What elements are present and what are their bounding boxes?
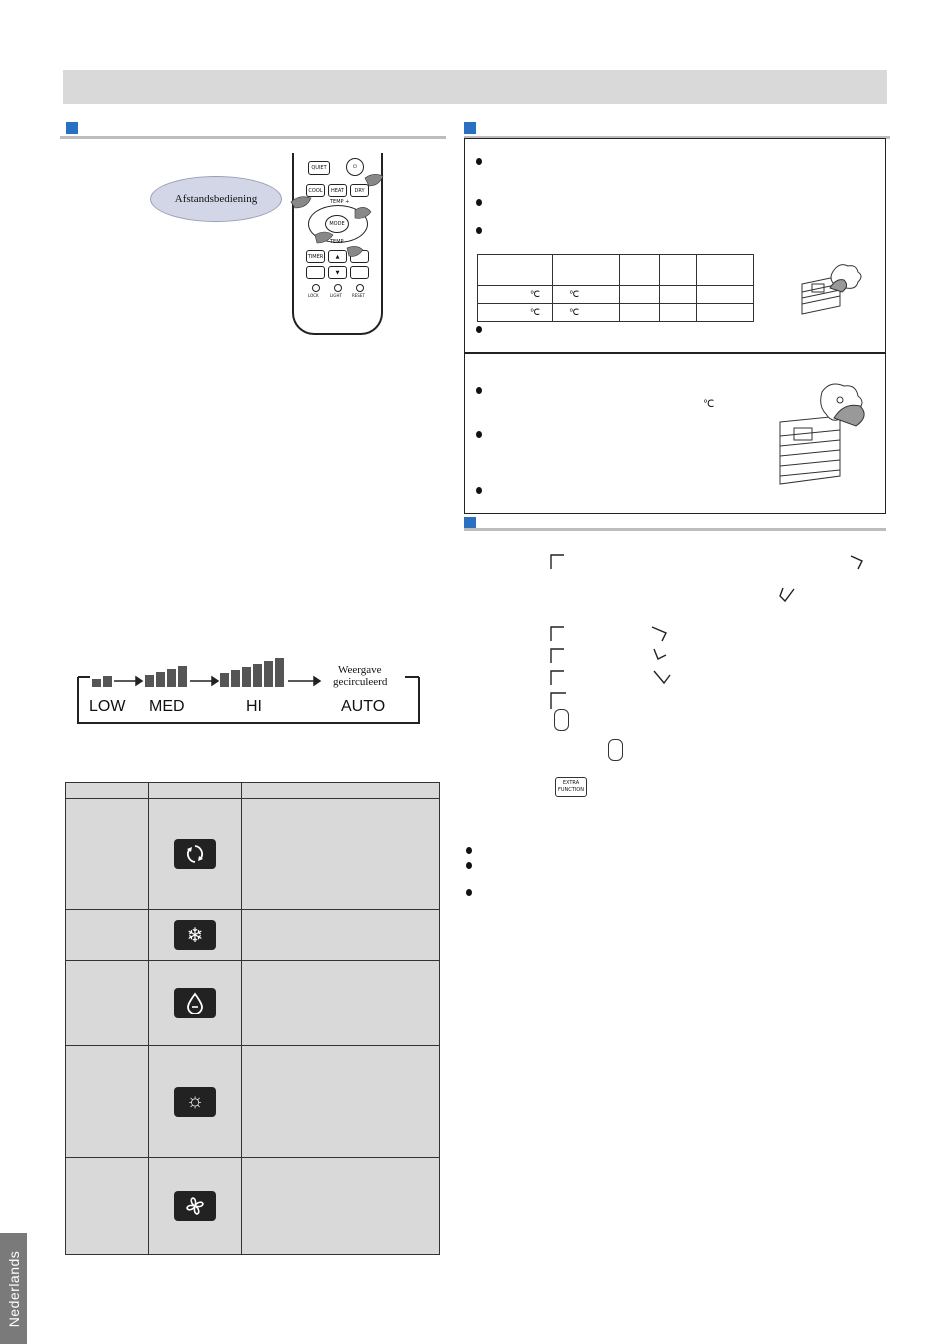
section-marker	[464, 122, 476, 134]
auto-caption-line1: Weergave	[338, 664, 382, 676]
light-dot	[334, 284, 342, 292]
pointing-hand-icons	[285, 160, 390, 270]
bullet	[476, 387, 482, 394]
reset-dot	[356, 284, 364, 292]
indoor-unit-illustration	[800, 262, 868, 320]
section-divider	[60, 136, 446, 139]
extra-label-line1: EXTRA	[562, 780, 580, 786]
fan-low-label: LOW	[89, 698, 126, 715]
louver-position-icons	[548, 553, 888, 713]
mode-button: MODE	[325, 215, 349, 233]
table-row	[66, 1046, 440, 1158]
temperature-table	[477, 254, 754, 322]
table-row	[66, 799, 440, 910]
table-row	[66, 1158, 440, 1255]
quiet-button: QUIET	[308, 161, 330, 175]
bullet	[466, 862, 472, 869]
bullet	[476, 487, 482, 494]
up-arrow-icon: ▲	[328, 250, 347, 263]
extra-function-button-icon	[555, 777, 587, 797]
fan-auto-label: AUTO	[341, 698, 386, 715]
cool-button: COOL	[306, 184, 325, 197]
section-divider	[464, 528, 886, 531]
dry-button: DRY	[350, 184, 369, 197]
timer-button: TIMER	[306, 250, 325, 263]
swing-button-icon	[608, 739, 623, 761]
heat-button: HEAT	[328, 184, 347, 197]
table-row	[478, 286, 754, 304]
snowflake-icon: ❄	[174, 920, 216, 950]
bullet	[466, 889, 472, 896]
indoor-unit-illustration	[778, 380, 878, 490]
power-icon: ⏻	[346, 158, 364, 176]
fan-med-label: MED	[149, 698, 185, 715]
header-bar	[63, 70, 887, 104]
table-cell: ℃	[553, 304, 620, 322]
bullet	[476, 326, 482, 333]
table-cell: ℃	[478, 304, 553, 322]
mode-table	[65, 782, 440, 1255]
lock-label: LOCK	[308, 293, 319, 298]
table-row	[478, 304, 754, 322]
sun-icon: ☼	[174, 1087, 216, 1117]
down-arrow-icon: ▼	[328, 266, 347, 279]
bullet	[476, 227, 482, 234]
lock-dot	[312, 284, 320, 292]
table-cell: ℃	[553, 286, 620, 304]
fan-hi-label: HI	[246, 698, 262, 715]
light-label: LIGHT	[330, 293, 342, 298]
language-tab-label: Nederlands	[5, 1250, 22, 1327]
swing-button-icon	[554, 709, 569, 731]
table-row	[66, 961, 440, 1046]
degree-symbol: ℃	[703, 399, 715, 410]
bullet	[476, 199, 482, 206]
remote-callout	[150, 176, 282, 222]
water-drop-icon	[174, 988, 216, 1018]
mode-table-header	[66, 783, 440, 799]
table-cell: ℃	[478, 286, 553, 304]
bullet	[476, 158, 482, 165]
auto-mode-icon	[174, 839, 216, 869]
temp-plus-label: TEMP +	[330, 199, 350, 205]
bullet	[466, 847, 472, 854]
table-row	[478, 255, 754, 286]
fan-icon	[174, 1191, 216, 1221]
temp-minus-label: TEMP -	[330, 239, 347, 245]
section-marker	[66, 122, 78, 134]
language-tab	[0, 1233, 27, 1344]
table-row	[66, 910, 440, 961]
bullet	[476, 431, 482, 438]
reset-label: RESET	[352, 293, 365, 298]
extra-label-line2: FUNCTION	[558, 787, 584, 793]
remote-callout-label: Afstandsbediening	[174, 193, 258, 205]
auto-caption-line2: gecirculeerd	[333, 676, 388, 688]
